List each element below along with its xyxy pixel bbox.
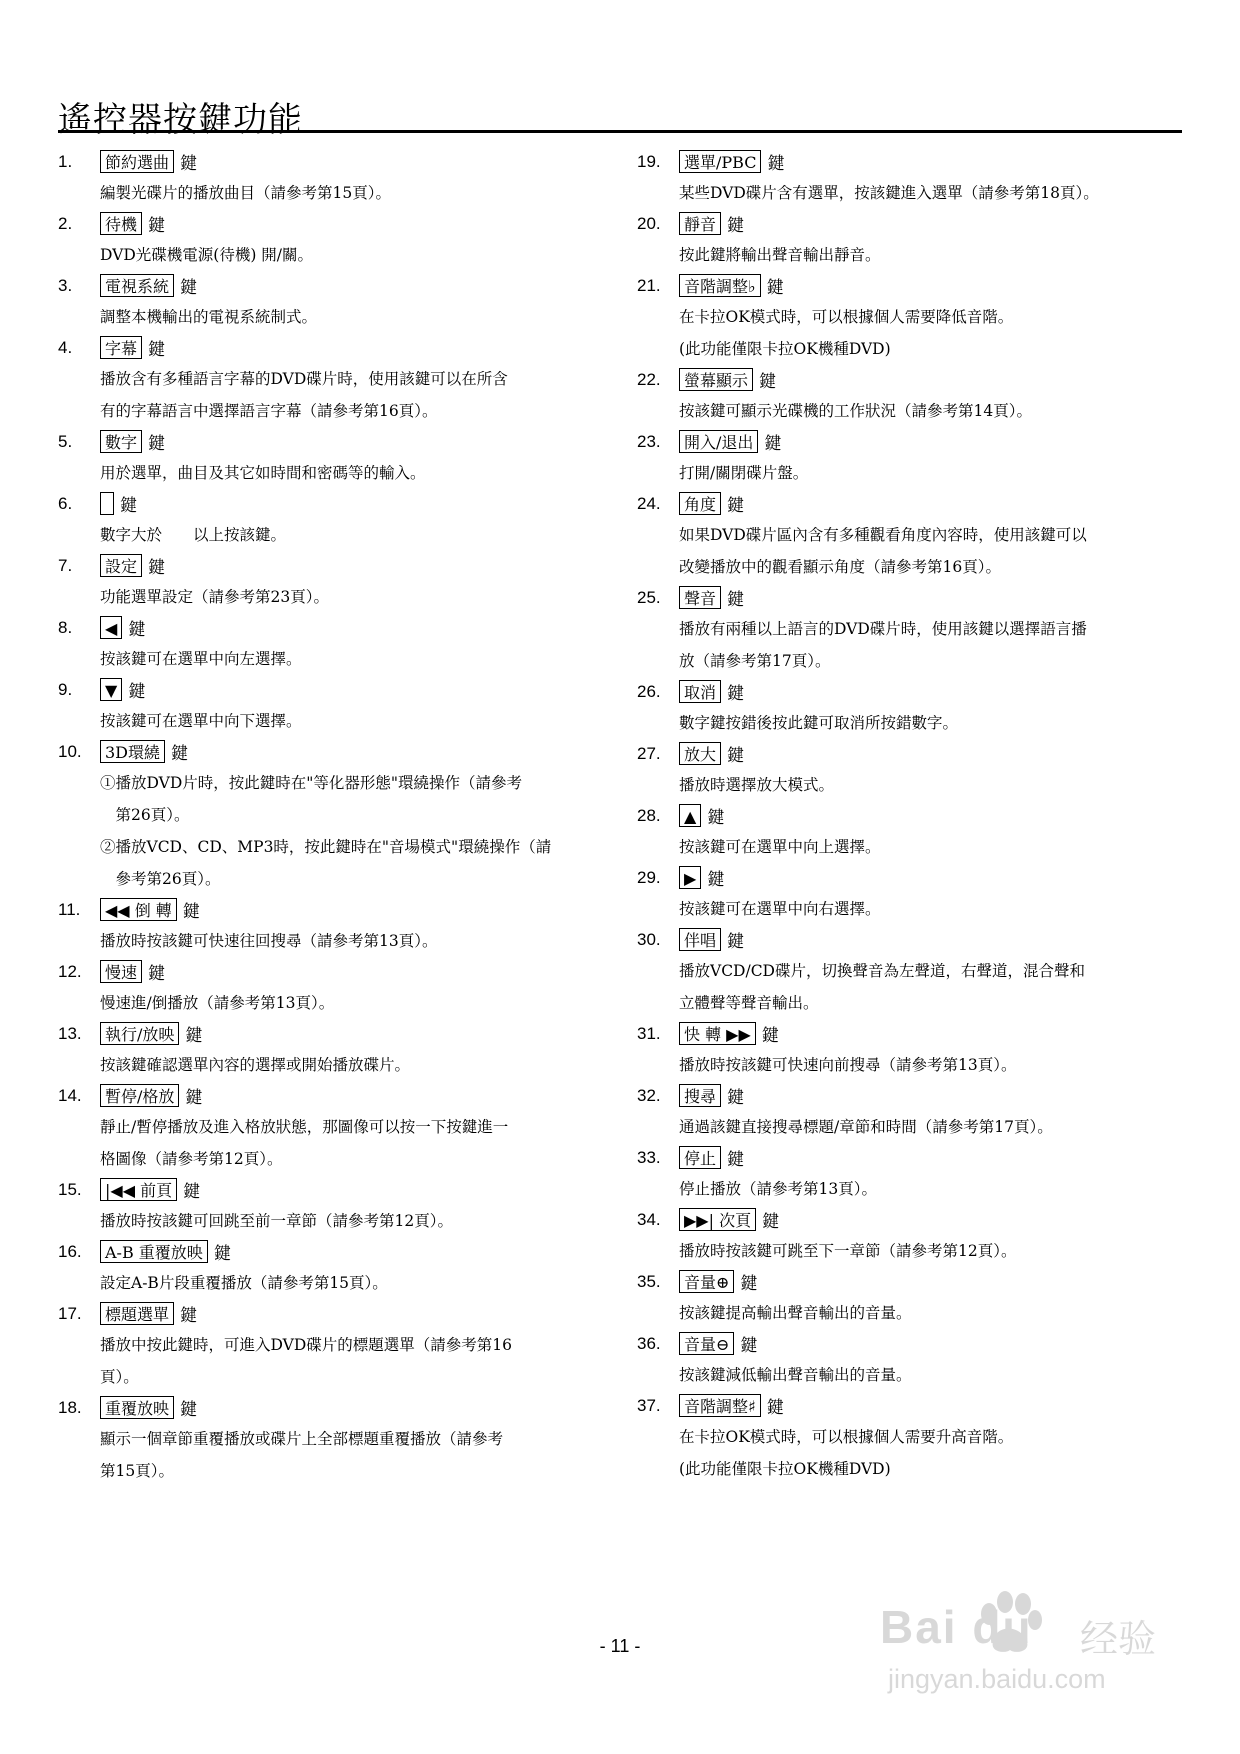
key-item	[58, 428, 598, 488]
item-number: 22.	[637, 369, 661, 389]
key-item	[58, 676, 598, 736]
item-description-line: 數字鍵按錯後按此鍵可取消所按錯數字。	[679, 714, 959, 732]
key-label-box: 音階調整♭	[679, 274, 761, 297]
key-suffix: 鍵	[180, 154, 198, 174]
item-description-line: 放（請參考第17頁）。	[679, 652, 831, 670]
item-description-line: 在卡拉OK模式時，可以根據個人需要升高音階。	[679, 1428, 1014, 1446]
item-number: 26.	[637, 681, 661, 701]
item-number: 5.	[58, 431, 73, 451]
key-label-box: A-B 重覆放映	[100, 1240, 208, 1263]
key-item	[637, 740, 1177, 800]
key-suffix: 鍵	[213, 1244, 231, 1264]
item-description-line: 播放時選擇放大模式。	[679, 776, 835, 794]
key-suffix: 鍵	[727, 684, 745, 704]
item-description-line: 打開/關閉碟片盤。	[679, 464, 809, 482]
key-item-header	[637, 678, 1177, 705]
item-description-line: 按此鍵將輸出聲音輸出靜音。	[679, 246, 881, 264]
key-suffix: 鍵	[120, 496, 137, 516]
item-description-line: 立體聲等聲音輸出。	[679, 994, 819, 1012]
key-item	[637, 1082, 1177, 1142]
key-suffix: 鍵	[727, 590, 745, 610]
key-suffix: 鍵	[707, 808, 725, 828]
item-number: 17.	[58, 1303, 82, 1323]
item-description-line: 通過該鍵直接搜尋標題/章節和時間（請參考第17頁）。	[679, 1118, 1053, 1136]
item-description-line: 某些DVD碟片含有選單，按該鍵進入選單（請參考第18頁）。	[679, 184, 1099, 202]
item-description-line: 按該鍵可在選單中向左選擇。	[100, 650, 302, 668]
key-label-box: 節約選曲	[100, 150, 174, 173]
key-label-box: ▶▶| 次頁	[679, 1208, 756, 1231]
key-item	[58, 272, 598, 332]
key-label-box: 標題選單	[100, 1302, 174, 1325]
key-suffix: 鍵	[759, 372, 777, 392]
key-item-header	[58, 896, 598, 923]
key-label-box: 角度	[679, 492, 721, 515]
key-suffix: 鍵	[766, 278, 784, 298]
item-number: 8.	[58, 617, 73, 637]
key-label-box: 靜音	[679, 212, 721, 235]
key-item-header	[637, 1020, 1177, 1047]
item-description-line: 如果DVD碟片區內含有多種觀看角度內容時，使用該鍵可以	[679, 526, 1087, 544]
key-item-header	[637, 148, 1177, 175]
key-item-header	[637, 802, 1177, 829]
key-item	[58, 614, 598, 674]
item-number: 35.	[637, 1271, 661, 1291]
key-item-header	[58, 210, 598, 237]
key-suffix: 鍵	[761, 1026, 779, 1046]
key-label-box: ◀	[100, 616, 122, 639]
key-label-box: 慢速	[100, 960, 142, 983]
key-item	[637, 148, 1177, 208]
key-label-box: 暫停/格放	[100, 1084, 179, 1107]
item-number: 36.	[637, 1333, 661, 1353]
key-item-header	[58, 1300, 598, 1327]
item-number: 37.	[637, 1395, 661, 1415]
key-item	[58, 210, 598, 270]
key-label-box: 字幕	[100, 336, 142, 359]
item-number: 4.	[58, 337, 73, 357]
item-number: 10.	[58, 741, 82, 761]
item-description-line: ②播放VCD、CD、MP3時，按此鍵時在"音場模式"環繞操作（請	[100, 838, 552, 856]
item-description-line: 功能選單設定（請參考第23頁）。	[100, 588, 329, 606]
item-description-line: 按該鍵可在選單中向上選擇。	[679, 838, 881, 856]
item-description-line: 第26頁）。	[100, 806, 190, 824]
key-item-header	[637, 1206, 1177, 1233]
item-number: 11.	[58, 899, 81, 919]
item-description-line: ①播放DVD片時，按此鍵時在"等化器形態"環繞操作（請參考	[100, 774, 523, 792]
item-description-line: 按該鍵提高輸出聲音輸出的音量。	[679, 1304, 912, 1322]
key-suffix: 鍵	[766, 1398, 784, 1418]
key-item	[637, 1020, 1177, 1080]
key-suffix: 鍵	[183, 1182, 201, 1202]
item-number: 28.	[637, 805, 661, 825]
item-description-line: 靜止/暫停播放及進入格放狀態，那圖像可以按一下按鍵進一	[100, 1118, 509, 1136]
key-item-header	[637, 1392, 1177, 1419]
key-suffix: 鍵	[171, 744, 189, 764]
title-rule	[58, 130, 1182, 133]
key-suffix: 鍵	[740, 1336, 758, 1356]
baidu-watermark	[880, 1590, 1190, 1710]
right-column	[637, 148, 1177, 1486]
key-item-header	[58, 1082, 598, 1109]
key-item	[58, 1020, 598, 1080]
item-number: 9.	[58, 679, 73, 699]
key-label-box: 音量⊕	[679, 1270, 734, 1293]
item-description-line: 格圖像（請參考第12頁）。	[100, 1150, 283, 1168]
key-item	[637, 1144, 1177, 1204]
item-description-line: 按該鍵可顯示光碟機的工作狀況（請參考第14頁）。	[679, 402, 1032, 420]
item-description-line: 編製光碟片的播放曲目（請參考第15頁）。	[100, 184, 391, 202]
item-description-line: 在卡拉OK模式時，可以根據個人需要降低音階。	[679, 308, 1014, 326]
key-item	[637, 490, 1177, 582]
key-item	[637, 1330, 1177, 1390]
key-item	[637, 428, 1177, 488]
key-item-header	[637, 210, 1177, 237]
key-suffix: 鍵	[767, 154, 785, 174]
watermark-cn: 经验	[1080, 1617, 1157, 1661]
watermark-brand: Bai du	[880, 1601, 1033, 1653]
key-item-header	[637, 1268, 1177, 1295]
key-item	[58, 552, 598, 612]
key-label-box: 取消	[679, 680, 721, 703]
item-description-line: 播放有兩種以上語言的DVD碟片時，使用該鍵以選擇語言播	[679, 620, 1087, 638]
item-description-line: 播放中按此鍵時，可進入DVD碟片的標題選單（請參考第16	[100, 1336, 513, 1354]
key-suffix: 鍵	[764, 434, 782, 454]
item-description-line: 播放VCD/CD碟片，切換聲音為左聲道，右聲道，混合聲和	[679, 962, 1085, 980]
key-label-box	[100, 492, 114, 515]
key-item-header	[58, 1238, 598, 1265]
key-label-box: 停止	[679, 1146, 721, 1169]
item-number: 23.	[637, 431, 661, 451]
key-suffix: 鍵	[727, 746, 745, 766]
item-number: 21.	[637, 275, 661, 295]
key-suffix: 鍵	[762, 1212, 780, 1232]
key-suffix: 鍵	[180, 1400, 198, 1420]
key-item-header	[58, 552, 598, 579]
item-number: 30.	[637, 929, 661, 949]
item-number: 33.	[637, 1147, 661, 1167]
key-suffix: 鍵	[148, 216, 166, 236]
key-item	[58, 958, 598, 1018]
item-number: 24.	[637, 493, 661, 513]
key-item-header	[58, 1020, 598, 1047]
key-item-header	[637, 864, 1177, 891]
page-title: 遙控器按鍵功能	[58, 100, 303, 140]
key-label-box: 數字	[100, 430, 142, 453]
item-description-line: 改變播放中的觀看顯示角度（請參考第16頁）。	[679, 558, 1001, 576]
key-suffix: 鍵	[185, 1026, 203, 1046]
key-label-box: 音階調整♯	[679, 1394, 761, 1417]
key-item	[58, 490, 598, 550]
key-label-box: 待機	[100, 212, 142, 235]
key-item	[637, 1268, 1177, 1328]
item-number: 3.	[58, 275, 73, 295]
key-item-header	[58, 738, 598, 765]
item-number: 19.	[637, 151, 661, 171]
key-item-header	[58, 490, 598, 517]
key-item	[58, 1238, 598, 1298]
item-number: 14.	[58, 1085, 82, 1105]
item-number: 34.	[637, 1209, 661, 1229]
key-suffix: 鍵	[727, 932, 745, 952]
item-description-line: 停止播放（請參考第13頁）。	[679, 1180, 877, 1198]
key-item-header	[637, 1082, 1177, 1109]
key-item	[637, 802, 1177, 862]
key-label-box: 搜尋	[679, 1084, 721, 1107]
key-label-box: ▲	[679, 804, 701, 827]
item-description-line: 播放含有多種語言字幕的DVD碟片時，使用該鍵可以在所含	[100, 370, 508, 388]
key-item	[58, 148, 598, 208]
item-description-line: 參考第26頁）。	[100, 870, 221, 888]
key-label-box: 音量⊖	[679, 1332, 734, 1355]
key-label-box: 設定	[100, 554, 142, 577]
key-suffix: 鍵	[740, 1274, 758, 1294]
item-description-line: 按該鍵確認選單內容的選擇或開始播放碟片。	[100, 1056, 411, 1074]
key-item-header	[58, 676, 598, 703]
item-number: 20.	[637, 213, 661, 233]
key-item	[637, 1206, 1177, 1266]
item-description-line: 調整本機輸出的電視系統制式。	[100, 308, 318, 326]
key-suffix: 鍵	[185, 1088, 203, 1108]
key-suffix: 鍵	[727, 496, 745, 516]
item-description-line: 頁）。	[100, 1368, 139, 1386]
item-number: 27.	[637, 743, 661, 763]
key-label-box: ▶	[679, 866, 701, 889]
key-suffix: 鍵	[148, 434, 166, 454]
item-number: 18.	[58, 1397, 82, 1417]
key-label-box: 選單/PBC	[679, 150, 761, 173]
key-label-box: 電視系統	[100, 274, 174, 297]
key-label-box: 伴唱	[679, 928, 721, 951]
key-suffix: 鍵	[128, 682, 146, 702]
item-number: 25.	[637, 587, 661, 607]
item-number: 6.	[58, 493, 73, 513]
key-item-header	[637, 490, 1177, 517]
key-item	[637, 210, 1177, 270]
item-description-line: 第15頁）。	[100, 1462, 174, 1480]
item-number: 31.	[637, 1023, 661, 1043]
key-item-header	[637, 926, 1177, 953]
key-item-header	[58, 272, 598, 299]
key-item-header	[58, 958, 598, 985]
key-suffix: 鍵	[727, 216, 745, 236]
item-description-line: 顯示一個章節重覆播放或碟片上全部標題重覆播放（請參考	[100, 1430, 504, 1448]
key-suffix: 鍵	[148, 964, 166, 984]
key-label-box: 執行/放映	[100, 1022, 179, 1045]
item-description-line: 播放時按該鍵可回跳至前一章節（請參考第12頁）。	[100, 1212, 453, 1230]
key-item	[58, 1082, 598, 1174]
key-item-header	[637, 740, 1177, 767]
key-suffix: 鍵	[148, 558, 166, 578]
key-item	[637, 1392, 1177, 1484]
key-suffix: 鍵	[180, 1306, 198, 1326]
key-item-header	[637, 1330, 1177, 1357]
left-column	[58, 148, 598, 1488]
key-suffix: 鍵	[727, 1088, 745, 1108]
key-item-header	[58, 148, 598, 175]
key-label-box: 開入/退出	[679, 430, 758, 453]
item-description-line: 用於選單，曲目及其它如時間和密碼等的輸入。	[100, 464, 426, 482]
item-description-line: 有的字幕語言中選擇語言字幕（請參考第16頁）。	[100, 402, 438, 420]
key-item	[58, 896, 598, 956]
item-description-line: 按該鍵可在選單中向下選擇。	[100, 712, 302, 730]
item-description-line: DVD光碟機電源(待機) 開/關。	[100, 246, 314, 264]
key-item	[58, 1300, 598, 1392]
item-description-line: 設定A-B片段重覆播放（請參考第15頁）。	[100, 1274, 388, 1292]
item-number: 32.	[637, 1085, 661, 1105]
key-label-box: 重覆放映	[100, 1396, 174, 1419]
item-number: 1.	[58, 151, 73, 171]
item-number: 12.	[58, 961, 82, 981]
item-description-line: 播放時按該鍵可跳至下一章節（請參考第12頁）。	[679, 1242, 1017, 1260]
key-suffix: 鍵	[727, 1150, 745, 1170]
key-item-header	[58, 334, 598, 361]
key-item	[637, 366, 1177, 426]
key-label-box: ◀◀ 倒 轉	[100, 898, 177, 921]
item-description-line: (此功能僅限卡拉OK機種DVD)	[679, 340, 891, 358]
key-suffix: 鍵	[128, 620, 146, 640]
key-item	[58, 1394, 598, 1486]
item-description-line: 數字大於 以上按該鍵。	[100, 526, 287, 544]
key-suffix: 鍵	[182, 902, 200, 922]
key-label-box: 螢幕顯示	[679, 368, 753, 391]
key-item-header	[637, 584, 1177, 611]
key-label-box: 快 轉 ▶▶	[679, 1022, 756, 1045]
item-description-line: 播放時按該鍵可快速向前搜尋（請參考第13頁）。	[679, 1056, 1017, 1074]
key-suffix: 鍵	[707, 870, 725, 890]
item-description-line: 按該鍵減低輸出聲音輸出的音量。	[679, 1366, 912, 1384]
key-label-box: 聲音	[679, 586, 721, 609]
key-item-header	[58, 614, 598, 641]
key-item	[637, 584, 1177, 676]
watermark-domain: jingyan.baidu.com	[888, 1664, 1106, 1694]
item-number: 2.	[58, 213, 73, 233]
item-description-line: 播放時按該鍵可快速往回搜尋（請參考第13頁）。	[100, 932, 438, 950]
item-number: 7.	[58, 555, 73, 575]
item-number: 16.	[58, 1241, 82, 1261]
key-item	[58, 1176, 598, 1236]
key-item-header	[637, 428, 1177, 455]
key-label-box: |◀◀ 前頁	[100, 1178, 177, 1201]
key-label-box: 放大	[679, 742, 721, 765]
key-suffix: 鍵	[148, 340, 166, 360]
key-item	[58, 738, 598, 894]
key-item-header	[58, 1176, 598, 1203]
key-suffix: 鍵	[180, 278, 198, 298]
item-number: 15.	[58, 1179, 82, 1199]
key-item-header	[58, 1394, 598, 1421]
item-description-line: (此功能僅限卡拉OK機種DVD)	[679, 1460, 891, 1478]
key-item	[637, 678, 1177, 738]
key-item-header	[637, 272, 1177, 299]
key-item	[58, 334, 598, 426]
item-number: 29.	[637, 867, 661, 887]
key-item	[637, 926, 1177, 1018]
key-item	[637, 272, 1177, 364]
item-description-line: 慢速進/倒播放（請參考第13頁）。	[100, 994, 335, 1012]
key-item-header	[637, 1144, 1177, 1171]
key-label-box: ▼	[100, 678, 122, 701]
item-number: 13.	[58, 1023, 82, 1043]
key-item-header	[58, 428, 598, 455]
key-label-box: 3D環繞	[100, 740, 165, 763]
item-description-line: 按該鍵可在選單中向右選擇。	[679, 900, 881, 918]
page-number: - 11 -	[599, 1636, 641, 1656]
key-item-header	[637, 366, 1177, 393]
key-item	[637, 864, 1177, 924]
